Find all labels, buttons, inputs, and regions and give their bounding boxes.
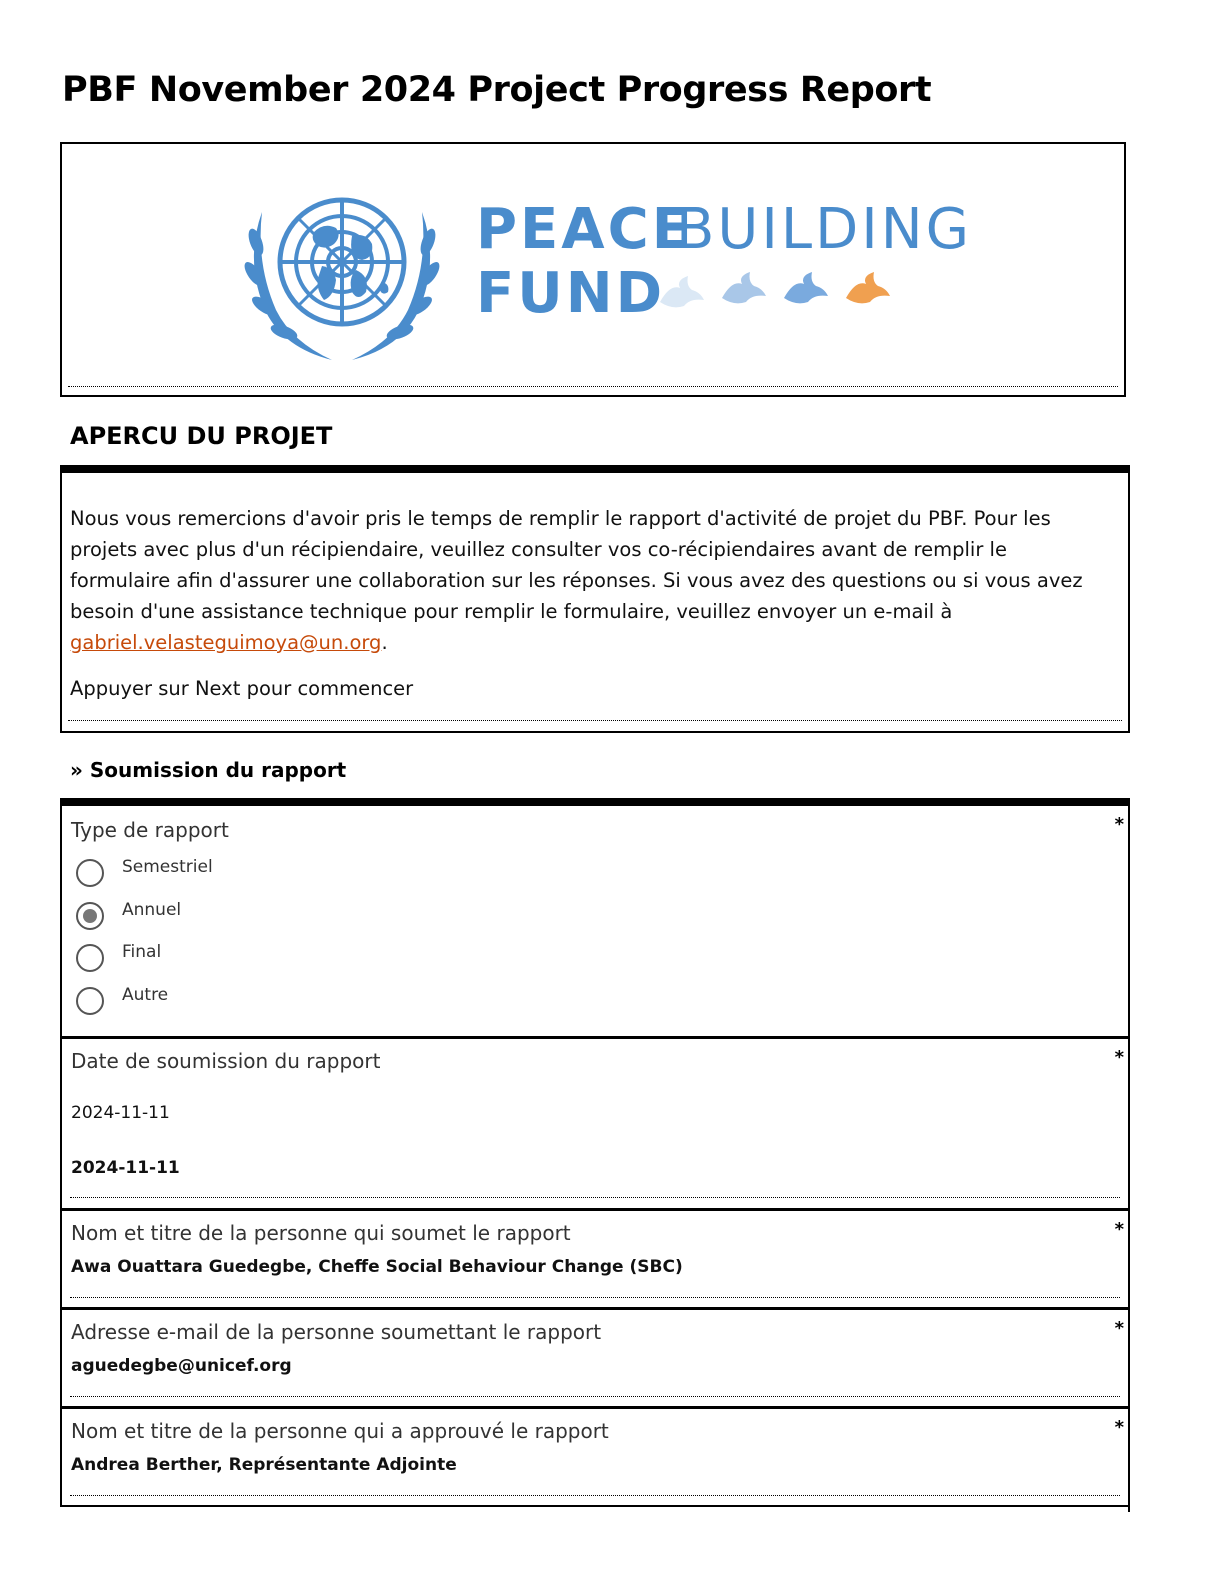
dove-icon-4 [846,272,890,303]
dove-icon-3 [784,272,828,303]
start-hint: Appuyer sur Next pour commencer [70,677,414,700]
logo-word-peace: PEACE [476,197,693,262]
intro-text: Nous vous remercions d'avoir pris le temps de remplir le rapport d'activité de projet du PBF. Pour les projets avec plus d'un récipiendaire, veuillez consulter vos co-récipiendaires avant de remplir le formulaire afin d'assurer une collaboration sur les réponses. Si vous avez des questions ou si vous avez besoin d'une assistance technique pour remplir le formulaire, veuillez envoyer un e-mail à [70,507,1083,623]
divider [70,1495,1120,1496]
date-input[interactable]: 2024-11-11 [71,1103,170,1123]
required-marker: * [1114,1417,1124,1438]
submitter-name-value: Awa Ouattara Guedegbe, Cheffe Social Behaviour Change (SBC) [71,1257,683,1277]
date-value: 2024-11-11 [71,1158,180,1178]
required-marker: * [1114,1318,1124,1339]
form-border-continuation [1128,1500,1130,1512]
submission-date-question [60,1039,1130,1211]
radio-button[interactable] [76,944,104,972]
report-type-question [60,806,1130,1039]
radio-option-final[interactable] [76,944,476,974]
radio-label: Semestriel [122,857,213,877]
divider [70,1396,1120,1397]
radio-button-selected[interactable] [76,902,104,930]
radio-label: Final [122,942,162,962]
submitter-name-question [60,1211,1130,1310]
question-label: Nom et titre de la personne qui a approuvé le rapport [71,1419,609,1443]
un-emblem-icon [280,200,404,324]
intro-period: . [381,631,388,654]
radio-option-autre[interactable] [76,987,476,1017]
approver-name-question [60,1409,1130,1507]
dove-icon-1 [660,276,704,307]
form-header-bar [60,798,1130,806]
radio-button[interactable] [76,859,104,887]
question-label: Type de rapport [71,818,229,842]
question-label: Date de soumission du rapport [71,1049,381,1073]
radio-label: Annuel [122,900,182,920]
radio-button[interactable] [76,987,104,1015]
divider [68,720,1122,721]
radio-label: Autre [122,985,169,1005]
divider [70,1197,1120,1198]
approver-name-value: Andrea Berther, Représentante Adjointe [71,1455,457,1475]
intro-paragraph [70,503,1100,658]
submitter-email-value: aguedegbe@unicef.org [71,1356,292,1376]
submitter-email-question [60,1310,1130,1409]
section-title: APERCU DU PROJET [70,422,333,450]
logo-word-fund: FUND [476,261,666,326]
contact-email-link[interactable]: gabriel.velasteguimoya@un.org [70,631,382,654]
required-marker: * [1114,1047,1124,1068]
page-title: PBF November 2024 Project Progress Report [62,70,932,110]
subsection-title: » Soumission du rapport [70,758,347,782]
logo-word-building: BUILDING [676,197,973,262]
peacebuilding-fund-logo [222,162,982,372]
required-marker: * [1114,1219,1124,1240]
radio-option-annuel[interactable] [76,902,476,932]
question-label: Nom et titre de la personne qui soumet le rapport [71,1221,571,1245]
intro-panel [60,465,1130,733]
dove-icon-2 [722,272,766,303]
logo-banner [60,142,1126,397]
radio-option-semestriel[interactable] [76,859,476,889]
divider [68,386,1118,387]
divider [70,1297,1120,1298]
required-marker: * [1114,814,1124,835]
question-label: Adresse e-mail de la personne soumettant le rapport [71,1320,602,1344]
